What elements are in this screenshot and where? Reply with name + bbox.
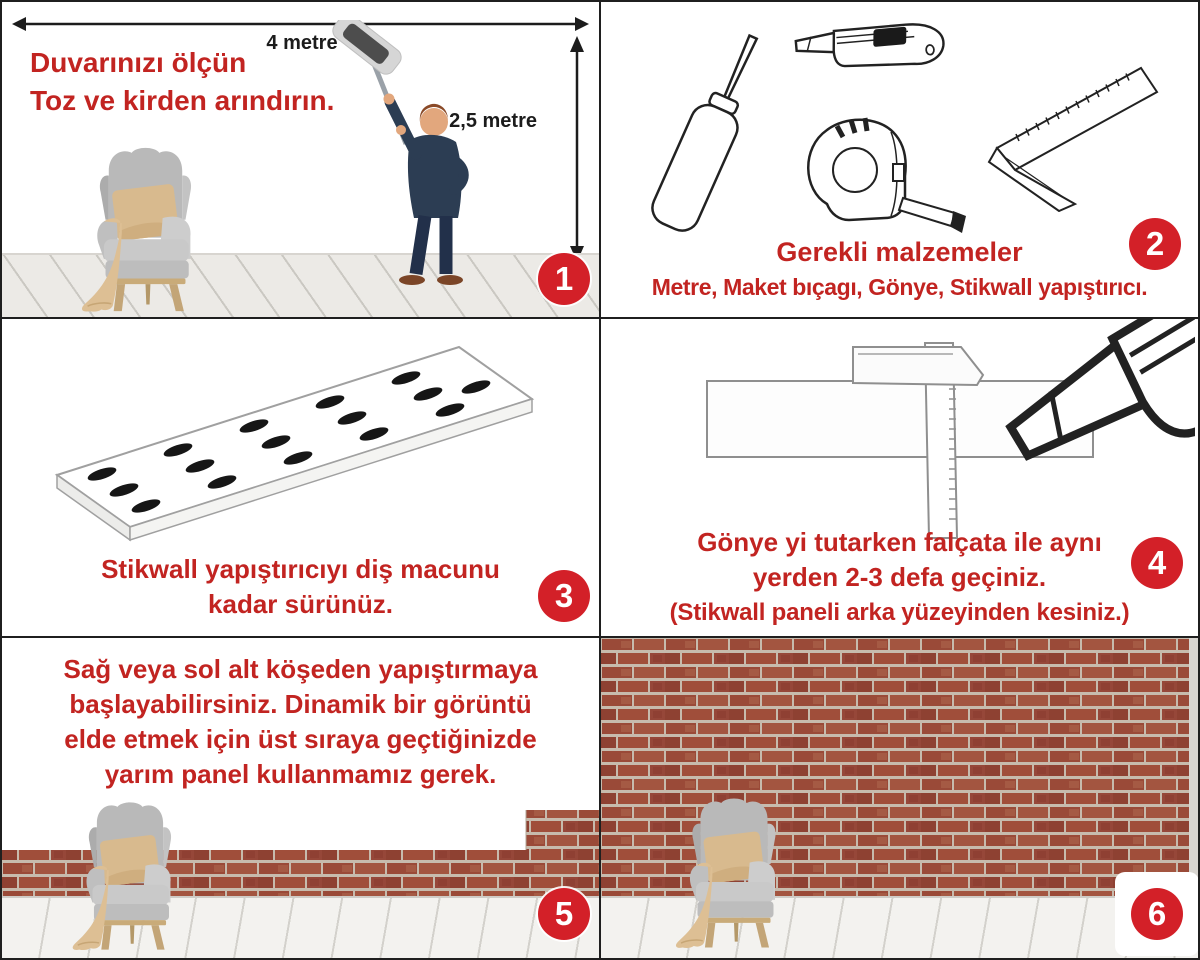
step-1-line-1: Duvarınızı ölçün — [30, 47, 247, 78]
step-1-caption — [30, 44, 334, 120]
step-1-line-2: Toz ve kirden arındırın. — [30, 85, 335, 116]
step-3-line-1: Stikwall yapıştırıcıyı diş macunu — [101, 554, 500, 584]
tape-measure-icon — [793, 106, 973, 251]
step-badge: 6 — [1131, 888, 1183, 940]
step-4-caption — [601, 525, 1198, 630]
cleaning-person-illustration — [324, 20, 509, 300]
step-badge: 5 — [538, 888, 590, 940]
adhesive-cartridge-icon — [645, 14, 775, 254]
utility-knife-icon — [789, 11, 959, 88]
step-3-caption — [2, 552, 599, 622]
width-measurement-label: 4 metre — [266, 32, 338, 54]
step-4-line-2: yerden 2-3 defa geçiniz. — [752, 562, 1047, 592]
step-3-panel — [2, 319, 599, 636]
step-4-panel — [601, 319, 1198, 636]
step-2-line-2: Metre, Maket bıçagı, Gönye, Stikwall yapıştırıcı. — [651, 274, 1148, 300]
step-badge: 3 — [538, 570, 590, 622]
step-5-panel — [2, 638, 599, 958]
armchair-illustration — [60, 798, 200, 954]
step-badge: 4 — [1131, 537, 1183, 589]
step-4-line-3: (Stikwall paneli arka yüzeyinden kesiniz.) — [669, 599, 1130, 626]
step-2-caption — [601, 235, 1198, 305]
step-2-line-1: Gerekli malzemeler — [776, 237, 1023, 267]
step-badge: 1 — [538, 253, 590, 305]
step-5-line-1: Sağ veya sol alt köşeden yapıştırmaya — [63, 654, 538, 684]
height-measurement-label: 2,5 metre — [449, 110, 537, 132]
utility-knife-icon — [999, 319, 1195, 525]
armchair-illustration — [68, 143, 223, 316]
step-5-line-4: yarım panel kullanmamız gerek. — [104, 759, 497, 789]
step-badge: 2 — [1129, 218, 1181, 270]
glue-dotted-panel-illustration — [27, 327, 572, 562]
panel-cutting-illustration — [601, 319, 1195, 547]
step-4-line-1: Gönye yi tutarken falçata ile aynı — [697, 527, 1102, 557]
armchair-illustration — [663, 794, 805, 952]
step-5-line-2: başlayabilirsiniz. Dinamik bir görüntü — [69, 689, 532, 719]
step-5-line-3: elde etmek için üst sıraya geçtiğinizde — [64, 724, 537, 754]
step-2-panel — [601, 2, 1198, 317]
step-6-panel — [601, 638, 1198, 958]
carpenter-square-icon — [983, 44, 1173, 217]
step-1-panel — [2, 2, 599, 317]
step-3-line-2: kadar sürünüz. — [208, 589, 393, 619]
